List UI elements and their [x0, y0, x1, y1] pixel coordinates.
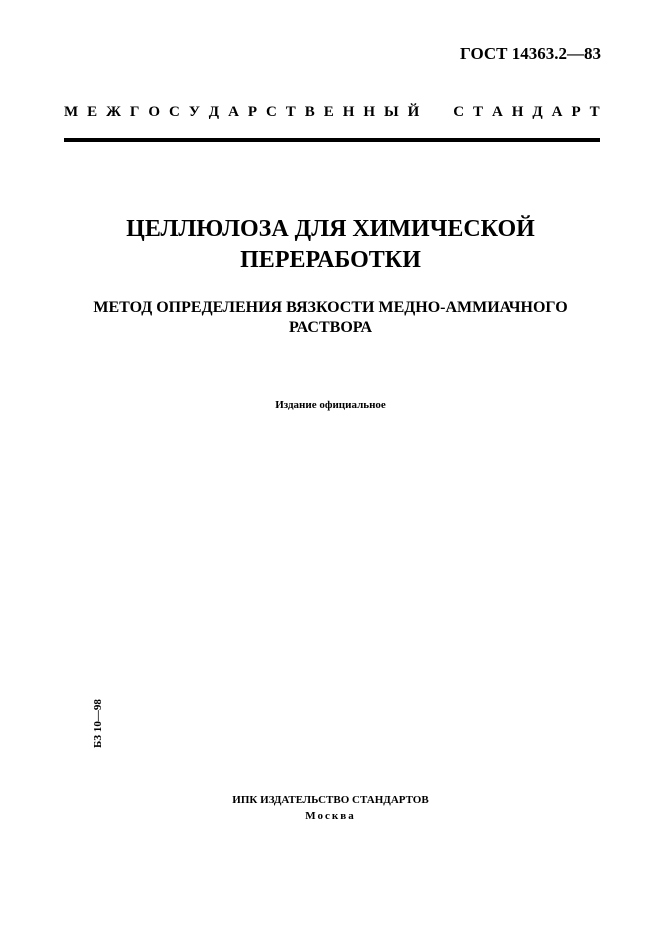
standard-type-heading: М Е Ж Г О С У Д А Р С Т В Е Н Н Ы Й С Т А Н Д А Р Т [64, 104, 600, 120]
document-code: ГОСТ 14363.2—83 [460, 44, 601, 63]
document-title: ЦЕЛЛЮЛОЗА ДЛЯ ХИМИЧЕСКОЙ ПЕРЕРАБОТКИ [126, 216, 535, 273]
publisher-city: Москва [305, 810, 356, 822]
document-subtitle: МЕТОД ОПРЕДЕЛЕНИЯ ВЯЗКОСТИ МЕДНО-АММИАЧНОГО РАСТВОРА [93, 299, 568, 336]
side-catalog-code: БЗ 10—98 [92, 699, 104, 748]
header-divider [64, 138, 600, 142]
edition-note: Издание официальное [275, 399, 386, 411]
publisher-name: ИПК ИЗДАТЕЛЬСТВО СТАНДАРТОВ [232, 794, 429, 806]
